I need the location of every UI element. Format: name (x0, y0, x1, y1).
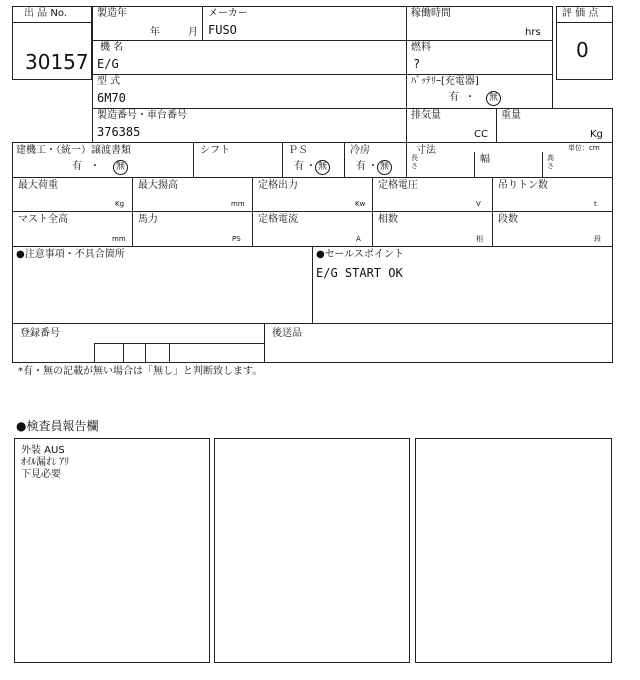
rated-output-label: 定格出力 (258, 180, 298, 191)
weight-label: 重量 (501, 110, 521, 121)
mast-height-label: マスト全高 (18, 214, 68, 225)
steps-label: 段数 (498, 214, 518, 225)
rated-output-unit: Kw (355, 200, 366, 208)
report-box-1 (14, 438, 210, 663)
rear-load-label: 後送品 (272, 328, 302, 339)
item-no-label: 出 品 No. (24, 8, 67, 19)
lift-ton-label: 吊りトン数 (498, 180, 548, 191)
length-label: 長 さ (411, 154, 418, 170)
item-no-value: 30157 (25, 50, 89, 74)
hours-label: 稼働時間 (411, 8, 451, 19)
rear-load-box (264, 323, 613, 363)
model-value: E/G (97, 57, 119, 71)
max-lift-label: 最大揚高 (138, 180, 178, 191)
unit-cm: 単位：cm (568, 144, 600, 152)
battery-no-circled: 無 (486, 91, 501, 106)
lift-ton-unit: t (594, 200, 597, 208)
serial-value: 376385 (97, 125, 141, 139)
battery-yes: 有 (449, 92, 459, 103)
cc-unit: CC (474, 129, 488, 140)
steps-unit: 段 (594, 235, 601, 243)
construction-dot: ・ (90, 161, 100, 172)
ps-yes: 有 (294, 161, 304, 172)
construction-yes: 有 (72, 161, 82, 172)
construction-label: 建機工・（統一）譲渡書類 (16, 145, 131, 156)
hrs-unit: hrs (525, 27, 541, 38)
displacement-label: 排気量 (411, 110, 441, 121)
horsepower-unit: PS (232, 235, 241, 243)
reg-no-cell-3 (145, 343, 170, 363)
kg-unit: Kg (590, 129, 603, 140)
grade-value: 0 (576, 38, 589, 62)
rated-current-unit: A (356, 235, 361, 243)
battery-label: ﾊﾞｯﾃﾘｰ[充電器] (411, 76, 479, 87)
report-box-2 (214, 438, 410, 663)
reg-no-label: 登録番号 (20, 328, 60, 339)
grade-label: 評 価 点 (562, 8, 599, 19)
shift-label: シフト (200, 145, 230, 156)
type-box (92, 74, 407, 109)
mast-height-unit: mm (112, 235, 126, 243)
phases-label: 相数 (378, 214, 398, 225)
rated-voltage-unit: V (476, 200, 481, 208)
type-value: 6M70 (97, 91, 126, 105)
ps-dot: ・ (306, 161, 316, 172)
ps-label: ＰＳ (288, 145, 308, 156)
inspector-heading: ●検査員報告欄 (16, 419, 99, 433)
cooler-no-circled: 無 (377, 160, 392, 175)
report-box-3 (415, 438, 612, 663)
reg-no-cell-2 (123, 343, 146, 363)
maker-value: FUSO (208, 23, 237, 37)
sales-point-label: ●セールスポイント (316, 249, 404, 260)
sales-point-value: E/G START OK (316, 266, 403, 280)
report-line-2: ｵｲﾙ漏れ ｱﾘ (21, 457, 70, 468)
phases-unit: 相 (476, 235, 483, 243)
max-lift-unit: mm (231, 200, 245, 208)
month-unit: 月 (188, 27, 198, 38)
construction-no-circled: 無 (113, 160, 128, 175)
cooler-yes: 有 (356, 161, 366, 172)
reg-no-cell-4 (169, 343, 265, 363)
report-line-1: 外装 AUS (21, 445, 65, 456)
model-box (92, 40, 407, 75)
fuel-value: ? (413, 57, 421, 71)
horsepower-label: 馬力 (138, 214, 158, 225)
maker-label: メーカー (208, 8, 248, 19)
reg-no-cell-1 (94, 343, 124, 363)
model-label: 機 名 (100, 42, 124, 53)
fuel-label: 燃料 (411, 42, 431, 53)
ps-no-circled: 無 (315, 160, 330, 175)
serial-label: 製造番号・車台番号 (97, 110, 187, 121)
rated-voltage-label: 定格電圧 (378, 180, 418, 191)
cooler-dot: ・ (368, 161, 378, 172)
notes-label: ●注意事項・不具合箇所 (16, 249, 125, 260)
report-line-3: 下見必要 (21, 469, 61, 480)
max-load-unit: Kg (115, 200, 125, 208)
year-label: 製造年 (97, 8, 127, 19)
battery-dot: ・ (465, 92, 475, 103)
type-label: 型 式 (97, 76, 121, 87)
footnote: *有・無の記載が無い場合は「無し」と判断致します。 (18, 366, 263, 377)
height-label: 高 さ (547, 154, 554, 170)
width-label: 幅 (480, 154, 490, 165)
cooler-label: 冷房 (350, 145, 370, 156)
dimensions-label: 寸法 (416, 145, 436, 156)
rated-current-label: 定格電流 (258, 214, 298, 225)
year-unit: 年 (150, 27, 160, 38)
max-load-label: 最大荷重 (18, 180, 58, 191)
